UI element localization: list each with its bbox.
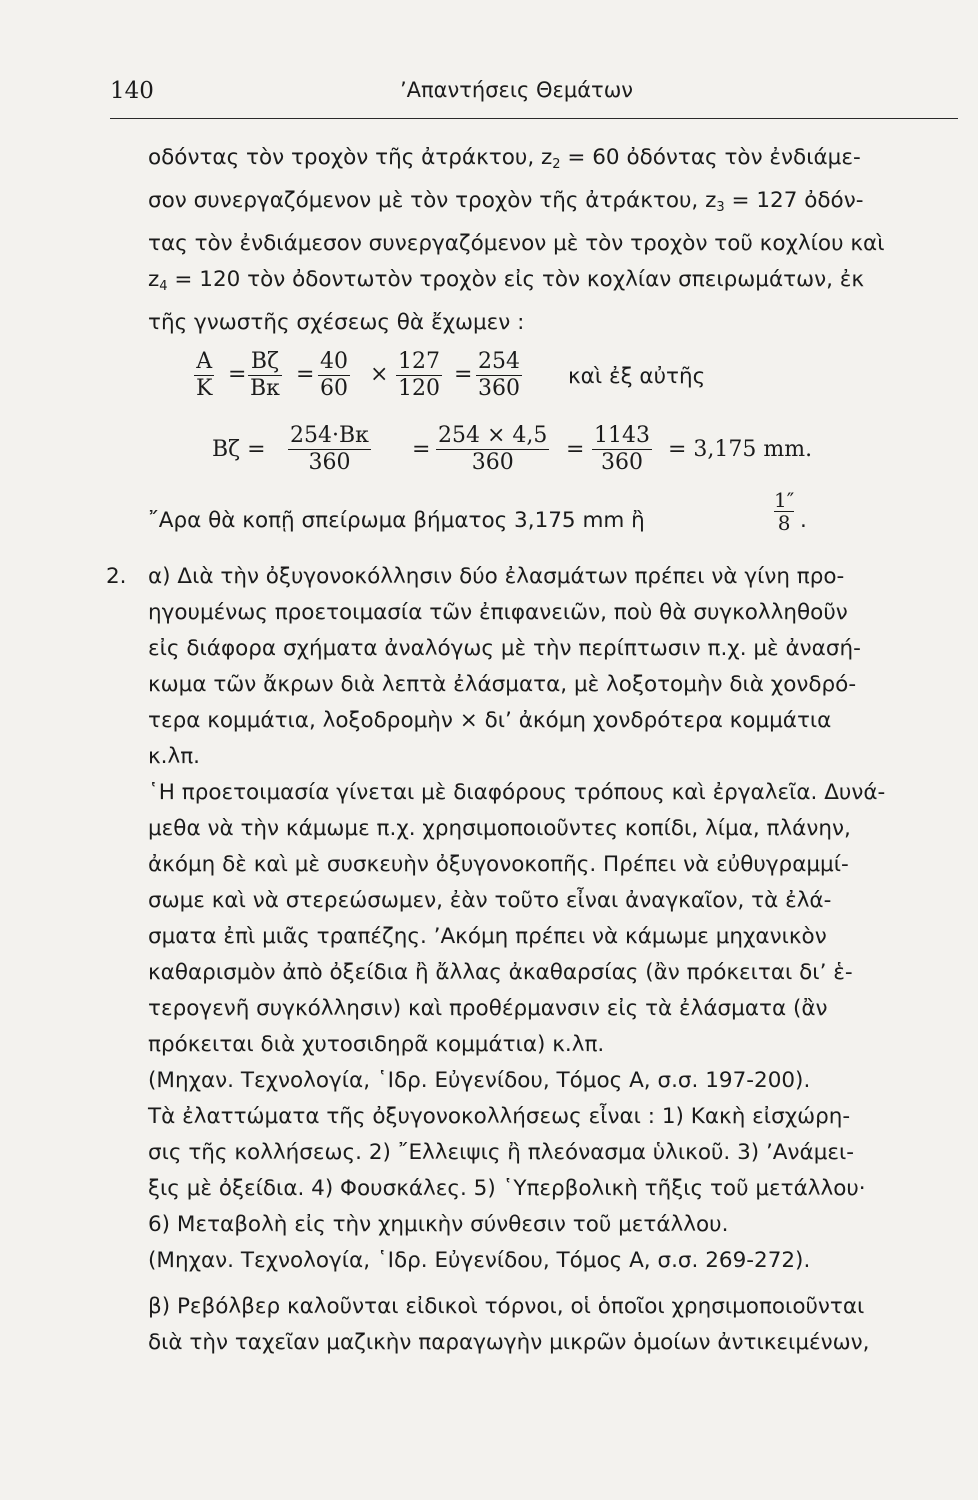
equals-sign: = <box>412 437 431 462</box>
page-header <box>110 78 958 119</box>
text-line: τας τὸν ἐνδιάμεσον συνεργαζόμενον μὲ τὸν τροχὸν τοῦ κοχλίου καὶ <box>148 231 885 256</box>
text-line: τῆς γνωστῆς σχέσεως θὰ ἔχωμεν : <box>148 310 525 335</box>
text-line: $z_4 = 120$ τὸν ὀδοντωτὸν τροχὸν εἰς τὸν κοχλίαν σπειρωμάτων, ἐκ <box>148 267 865 294</box>
equals-sign: = <box>296 362 315 387</box>
conclusion-line <box>148 489 960 545</box>
equals-sign: = <box>454 362 473 387</box>
conclusion-period: . <box>800 508 807 533</box>
fraction: $\frac{254}{360}$ <box>478 349 520 401</box>
text-line: τερογενῆ συγκόλλησιν) καὶ προθέρμανσιν εἰς τὰ ἐλάσματα (ἂν <box>148 996 828 1021</box>
text-line: κ.λπ. <box>148 744 201 769</box>
section-number: 2. <box>106 564 127 589</box>
fraction: $\frac{40}{60}$ <box>320 349 348 401</box>
text-line: 6) Μεταβολὴ εἰς τὴν χημικὴν σύνθεσιν τοῦ μετάλλου. <box>148 1212 729 1237</box>
reference-line: (Μηχαν. Τεχνολογία, ῾Ιδρ. Εὐγενίδου, Τόμος Α, σ.σ. 197-200). <box>148 1068 811 1093</box>
text-line: σον συνεργαζόμενον μὲ τὸν τροχὸν τῆς ἀτράκτου, $z_3 = 127$ ὀδόν- <box>148 188 864 215</box>
formula-result: = 3,175 mm. <box>668 437 813 462</box>
fraction: $\frac{1143}{360}$ <box>594 423 650 475</box>
text-line: διὰ τὴν ταχεῖαν μαζικὴν παραγωγὴν μικρῶν ὁμοίων ἀντικειμένων, <box>148 1330 870 1355</box>
text-line: σματα ἐπὶ μιᾶς τραπέζης. ’Ακόμη πρέπει νὰ κάμωμε μηχανικὸν <box>148 924 827 949</box>
section-2 <box>106 559 960 1361</box>
fraction: $\frac{254 \times 4,5}{360}$ <box>438 423 548 475</box>
pitch-formula <box>148 419 960 489</box>
equals-sign: = <box>566 437 585 462</box>
text-line: ἀκόμη δὲ καὶ μὲ συσκευὴν ὀξυγονοκοπῆς. Πρέπει νὰ εὐθυγραμμί- <box>148 852 849 877</box>
text-line: οδόντας τὸν τροχὸν τῆς ἀτράκτου, $z_2 = 60$ ὀδόντας τὸν ἐνδιάμε- <box>148 145 861 172</box>
text-line: σωμε καὶ νὰ στερεώσωμεν, ἐὰν τοῦτο εἶναι ἀναγκαῖον, τὰ ἐλά- <box>148 888 832 913</box>
text-line: σις τῆς κολλήσεως. 2) ῎Ελλειψις ἢ πλεόνασμα ὑλικοῦ. 3) ’Ανάμει- <box>148 1140 855 1165</box>
text-line: μεθα νὰ τὴν κάμωμε π.χ. χρησιμοποιοῦντες κοπίδι, λίμα, πλάνην, <box>148 816 851 841</box>
text-line: πρόκειται διὰ χυτοσιδηρᾶ κομμάτια) κ.λπ. <box>148 1032 605 1057</box>
text-line: ξις μὲ ὀξείδια. 4) Φουσκάλες. 5) ῾Υπερβολικὴ τῆξις τοῦ μετάλλου· <box>148 1176 866 1201</box>
fraction: $\frac{1''}{8}$ <box>774 488 795 535</box>
text-line: ῾Η προετοιμασία γίνεται μὲ διαφόρους τρόπους καὶ ἐργαλεῖα. Δυνά- <box>148 780 886 805</box>
text-line: Τὰ ἐλαττώματα τῆς ὀξυγονοκολλήσεως εἶναι : 1) Κακὴ εἰσχώρη- <box>148 1104 851 1129</box>
reference-line: (Μηχαν. Τεχνολογία, ῾Ιδρ. Εὐγενίδου, Τόμος Α, σ.σ. 269-272). <box>148 1248 811 1273</box>
times-sign: × <box>370 362 389 387</box>
formula-tail-text: καὶ ἐξ αὐτῆς <box>568 364 706 389</box>
formula-lhs: Bζ = <box>212 437 266 462</box>
text-line: κωμα τῶν ἄκρων διὰ λεπτὰ ἐλάσματα, μὲ λοξοτομὴν διὰ χονδρό- <box>148 672 857 697</box>
text-line: α) Διὰ τὴν ὀξυγονοκόλλησιν δύο ἐλασμάτων πρέπει νὰ γίνη προ- <box>148 564 845 589</box>
fraction: $\frac{B\zeta}{B\kappa}$ <box>250 349 280 401</box>
text-line: ηγουμένως προετοιμασία τῶν ἐπιφανειῶν, ποὺ θὰ συγκολληθοῦν <box>148 600 848 625</box>
page-body <box>106 140 960 1361</box>
text-line: β) Ρεβόλβερ καλοῦνται εἰδικοὶ τόρνοι, οἱ ὁποῖοι χρησιμοποιοῦνται <box>148 1294 865 1319</box>
text-line: καθαρισμὸν ἀπὸ ὀξείδια ἢ ἄλλας ἀκαθαρσίας (ἂν πρόκειται δι’ ἑ- <box>148 960 853 985</box>
fraction: $\frac{254\cdot B\kappa}{360}$ <box>290 423 369 475</box>
text-line: τερα κομμάτια, λοξοδρομὴν × δι’ ἀκόμη χονδρότερα κομμάτια <box>148 708 832 733</box>
page-number: 140 <box>110 78 154 104</box>
fraction: $\frac{A}{K}$ <box>196 349 213 401</box>
running-title: ’Απαντήσεις Θεμάτων <box>400 78 634 102</box>
conclusion-text: ῎Αρα θὰ κοπῇ σπείρωμα βήματος 3,175 mm ἢ <box>148 508 645 533</box>
equals-sign: = <box>228 362 247 387</box>
ratio-formula <box>148 349 960 413</box>
text-line: εἰς διάφορα σχήματα ἀναλόγως μὲ τὴν περίπτωσιν π.χ. μὲ ἀνασή- <box>148 636 861 661</box>
fraction: $\frac{127}{120}$ <box>398 349 440 401</box>
